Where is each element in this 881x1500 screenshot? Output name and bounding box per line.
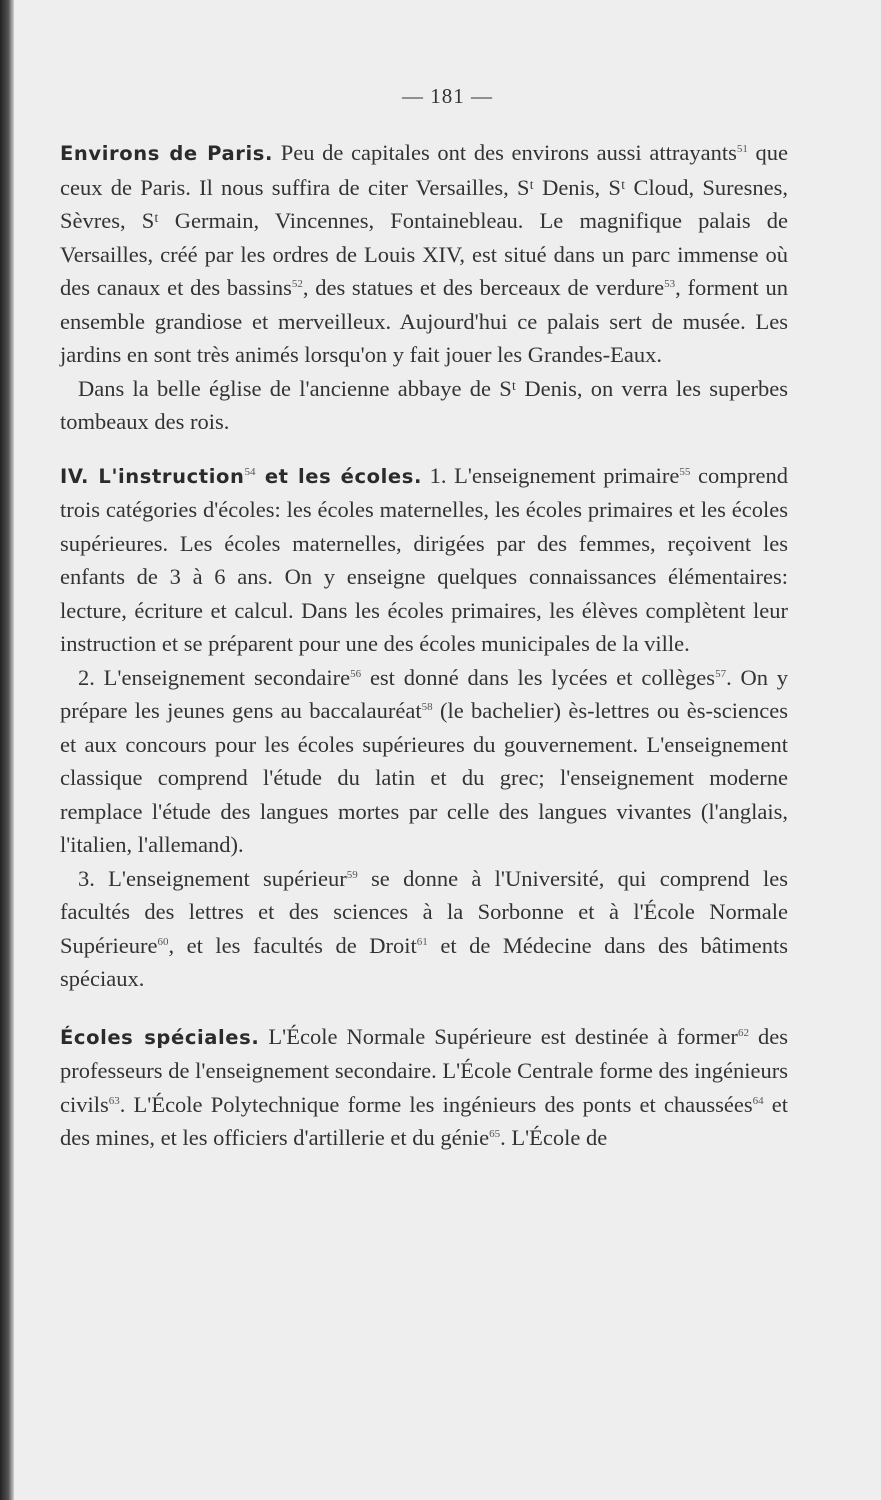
text-run: et de Médecine dans des bâtiments spéciaux. [60, 932, 788, 991]
text-run: et des mines, et les officiers d'artillerie et du génie [60, 1091, 788, 1150]
text-run: 3. L'enseignement supérieur [78, 865, 347, 891]
footnote-ref: 64 [752, 1094, 764, 1107]
footnote-ref: 62 [737, 1026, 749, 1039]
footnote-ref: 63 [108, 1094, 120, 1107]
footnote-ref: 51 [736, 143, 748, 155]
text-run: des professeurs de l'enseignement secondaire. L'École Centrale forme des ingénieurs civils [60, 1023, 788, 1117]
text-run: , et les facultés de Droit [168, 932, 417, 958]
page-text [60, 136, 788, 1155]
paragraph-secondaire [60, 661, 788, 862]
text-run: Peu de capitales ont des environs aussi attrayants [273, 140, 737, 165]
footnote-ref: 54 [244, 465, 256, 478]
page-number: — 181 — [402, 84, 493, 108]
text-run: . L'École Polytechnique forme les ingénieurs des ponts et chaussées [119, 1091, 753, 1117]
text-run: , forment un ensemble grandiose et merveilleux. Aujourd'hui ce palais sert de musée. Les jardins en sont très animés lorsqu'on y fait jouer les Grandes-Eaux. [60, 275, 788, 367]
paragraph-ecoles-speciales [60, 1020, 788, 1155]
footnote-ref: 60 [157, 935, 169, 948]
footnote-ref: 59 [346, 868, 358, 881]
text-run: se donne à l'Université, qui comprend les facultés des lettres et des sciences à la Sorbonne et à l'École Normale Supérieure [60, 865, 788, 958]
text-run: 2. L'enseignement secondaire [78, 664, 351, 690]
footnote-ref: 58 [421, 701, 433, 713]
footnote-ref: 56 [350, 667, 362, 680]
footnote-ref: 65 [489, 1128, 501, 1140]
paragraph-superieur [60, 862, 788, 996]
footnote-ref: 55 [679, 465, 691, 478]
text-run: comprend trois catégories d'écoles: les écoles maternelles, les écoles primaires et les écoles supérieures. Les écoles maternelles, dirigées par des femmes, reçoivent les enfants de 3 à 6 ans. On y enseigne quelques connaissances élémentaires: lecture, écriture et calcul. Dans les écoles primaires, les élèves complètent leur instruction et se préparent pour une des écoles municipales de la ville. [60, 462, 788, 656]
paragraph-saint-denis: Dans la belle église de l'ancienne abbaye de Sᵗ Denis, on verra les superbes tombeaux des rois. [60, 375, 788, 434]
footnote-ref: 52 [291, 278, 303, 290]
text-run: . L'École de [500, 1125, 608, 1150]
footnote-ref: 53 [664, 278, 676, 290]
paragraph-instruction [60, 459, 788, 661]
text-run: . On y prépare les jeunes gens au baccalauréat [60, 664, 789, 723]
book-page [14, 0, 881, 1500]
section-heading-environs: Environs de Paris. [60, 142, 274, 165]
text-run: L'École Normale Supérieure est destinée à former [259, 1023, 738, 1049]
book-gutter-shadow [0, 0, 14, 1500]
text-run: (le bachelier) ès-lettres ou ès-sciences et aux concours pour les écoles supérieures du gouvernement. L'enseignement classique comprend l'étude du latin et du grec; l'enseignement moderne remplace l'étude des langues mortes par celle des langues vivantes (l'anglais, l'italien, l'allemand). [60, 698, 788, 857]
text-run: 1. L'enseignement primaire [421, 462, 680, 488]
text-run: , des statues et des berceaux de verdure [302, 275, 665, 300]
section-heading-ecoles: et les écoles. [255, 464, 422, 488]
footnote-ref: 61 [416, 935, 428, 948]
text-run: est donné dans les lycées et collèges [361, 664, 716, 690]
section-heading-ecoles-speciales: Écoles spéciales. [60, 1025, 260, 1049]
section-heading-instruction: IV. L'instruction [60, 464, 245, 488]
footnote-ref: 57 [715, 667, 727, 680]
text-run: que ceux de Paris. Il nous suffira de citer Versailles, Sᵗ Denis, Sᵗ Cloud, Suresnes, Sèvres, Sᵗ Germain, Vincennes, Fontainebleau. Le magnifique palais de Versailles, créé par les ordres de Louis XIV, est situé dans un parc immense où des canaux et des bassins [60, 140, 788, 300]
paragraph-environs [60, 136, 788, 372]
